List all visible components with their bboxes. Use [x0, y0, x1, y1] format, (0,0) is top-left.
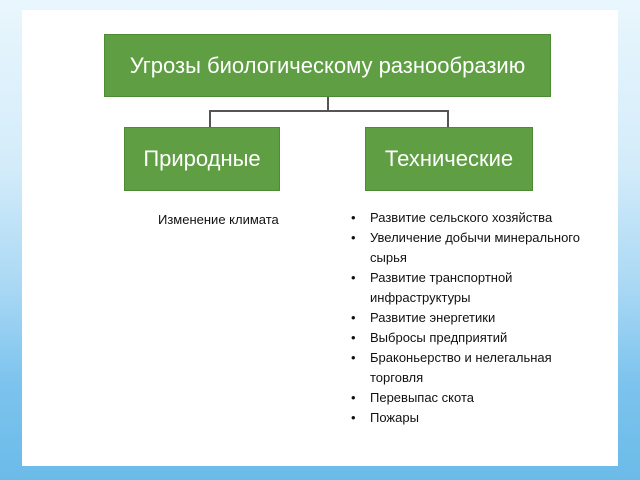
technical-threat-item: • Пожары [350, 408, 600, 428]
diagram-title-box [104, 34, 551, 97]
technical-threats-list [350, 208, 600, 428]
bullet-icon: • [351, 330, 356, 345]
slide-canvas [22, 10, 618, 466]
technical-threat-item: • Увеличение добычи минерального сырья [351, 230, 580, 265]
technical-threats-label: Технические [384, 146, 514, 171]
technical-threat-item: • Развитие сельского хозяйства [350, 208, 600, 228]
natural-threats-box [124, 127, 280, 191]
connector-right-drop [447, 110, 449, 127]
natural-threat-item: Изменение климата [158, 212, 279, 227]
bullet-icon: • [351, 230, 356, 245]
bullet-icon: • [351, 310, 356, 325]
technical-threat-item: • Развитие транспортной инфраструктуры [351, 270, 513, 305]
connector-vertical-top [327, 97, 329, 111]
bullet-icon: • [351, 210, 356, 225]
technical-threat-item: • Браконьерство и нелегальная торговля [351, 350, 552, 385]
bullet-icon: • [351, 410, 356, 425]
natural-threats-label: Природные [143, 146, 261, 171]
technical-threat-item: • Выбросы предприятий [350, 328, 600, 348]
technical-threats-box [365, 127, 533, 191]
diagram-title: Угрозы биологическому разнообразию [129, 53, 526, 78]
bullet-icon: • [351, 390, 356, 405]
connector-horizontal [209, 110, 449, 112]
natural-threats-list [158, 210, 279, 230]
technical-threat-item: • Развитие энергетики [350, 308, 600, 328]
technical-threat-item: • Перевыпас скота [350, 388, 600, 408]
connector-left-drop [209, 110, 211, 127]
bullet-icon: • [351, 350, 356, 365]
bullet-icon: • [351, 270, 356, 285]
